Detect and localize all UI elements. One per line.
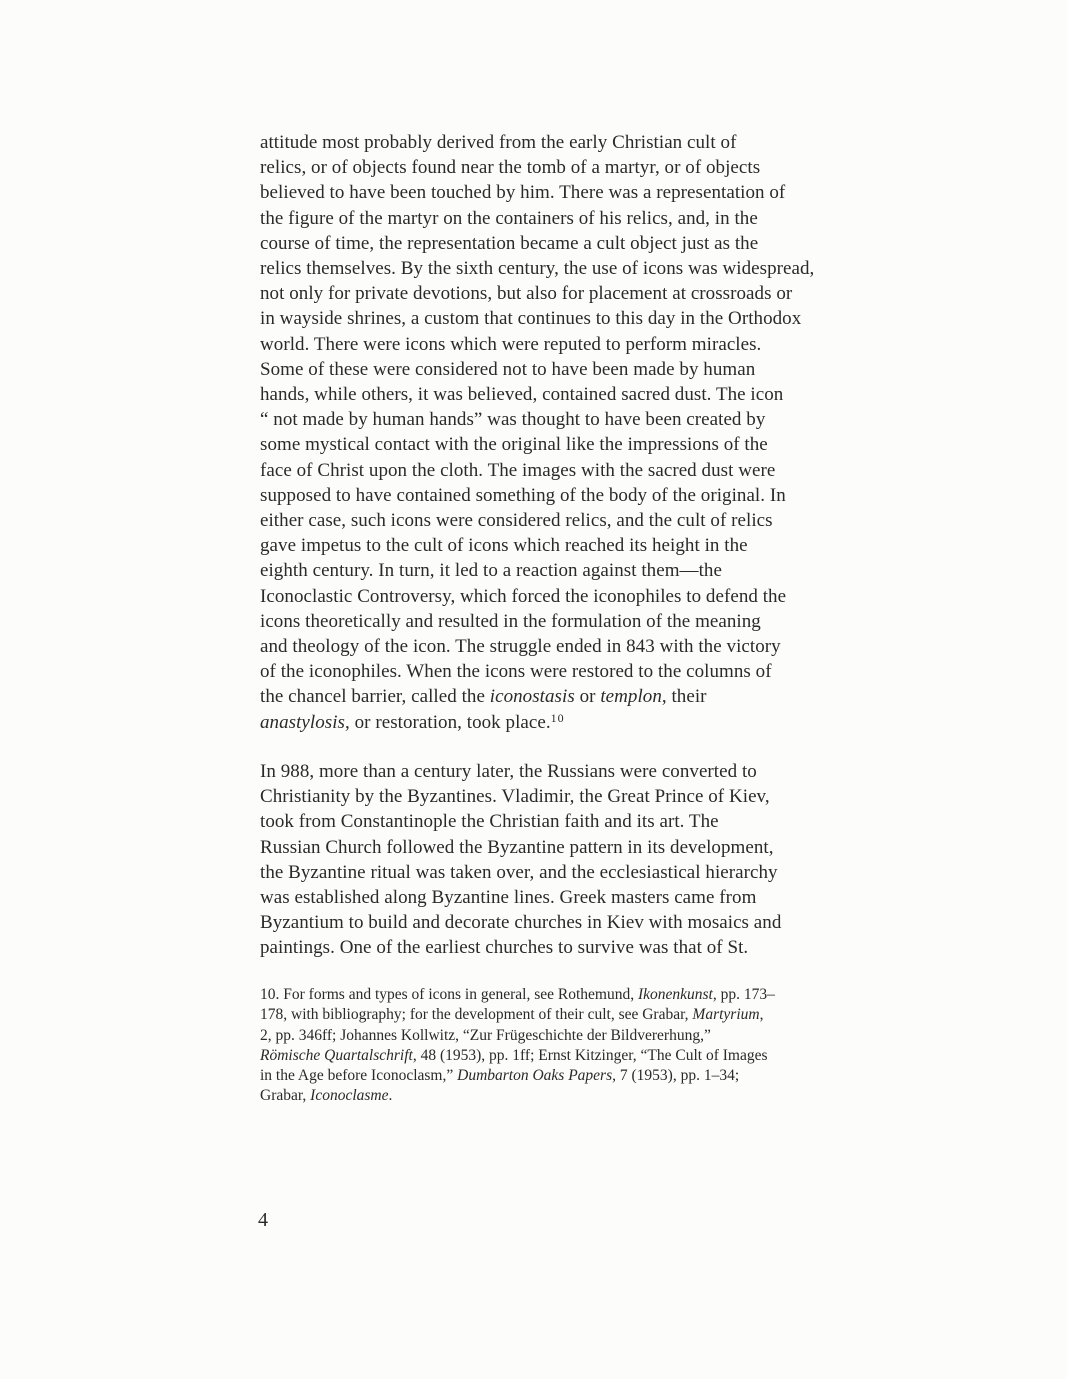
text-line: hands, while others, it was believed, contained sacred dust. The icon: [260, 384, 784, 406]
text-run: 10. For forms and types of icons in general, see Rothemund,: [260, 986, 638, 1003]
footnote-line: [260, 1005, 920, 1025]
cited-title: Römische Quartalschrift: [260, 1046, 413, 1064]
text-line: not only for private devotions, but also for placement at crossroads or: [260, 283, 793, 305]
text-line: in wayside shrines, a custom that continues to this day in the Orthodox: [260, 308, 802, 330]
body-paragraph-1: [260, 130, 925, 735]
text-run: the chancel barrier, called the: [260, 686, 490, 708]
footnote-line: [260, 1026, 920, 1046]
text-line: either case, such icons were considered relics, and the cult of relics: [260, 510, 773, 532]
text-line: some mystical contact with the original like the impressions of the: [260, 434, 768, 456]
text-run: 178, with bibliography; for the development of their cult, see Grabar,: [260, 1006, 693, 1024]
text-run: , pp. 173–: [712, 986, 775, 1003]
text-line: Christianity by the Byzantines. Vladimir, the Great Prince of Kiev,: [260, 786, 770, 808]
text-run: or: [574, 686, 601, 708]
footnote-line: [260, 1046, 920, 1066]
text-line: relics, or of objects found near the tomb of a martyr, or of objects: [260, 157, 761, 179]
text-line: eighth century. In turn, it led to a reaction against them—the: [260, 560, 722, 582]
text-run: , 7 (1953), pp. 1–34;: [612, 1067, 740, 1085]
text-line: took from Constantinople the Christian faith and its art. The: [260, 811, 719, 833]
cited-title: Ikonenkunst: [637, 986, 713, 1003]
text-line: icons theoretically and resulted in the formulation of the meaning: [260, 610, 761, 632]
text-run: , 48 (1953), pp. 1ff; Ernst Kitzinger, “The Cult of Images: [412, 1046, 768, 1064]
text-run: , their: [661, 686, 707, 708]
text-line: course of time, the representation became a cult object just as the: [260, 232, 759, 254]
text-line: attitude most probably derived from the early Christian cult of: [260, 132, 737, 153]
text-run: , or restoration, took place.: [345, 711, 551, 733]
text-line: relics themselves. By the sixth century, the use of icons was widespread,: [260, 258, 815, 280]
cited-title: Martyrium: [692, 1006, 760, 1024]
cited-title: Dumbarton Oaks Papers: [457, 1067, 613, 1085]
text-line: gave impetus to the cult of icons which reached its height in the: [260, 535, 748, 557]
footnote-line: [260, 1066, 920, 1086]
text-line: supposed to have contained something of the body of the original. In: [260, 484, 786, 506]
text-line: and theology of the icon. The struggle ended in 843 with the victory: [260, 636, 781, 658]
text-line: was established along Byzantine lines. Greek masters came from: [260, 887, 757, 909]
footnote-10: [260, 985, 920, 1107]
term-anastylosis: anastylosis: [260, 711, 346, 733]
term-templon: templon: [600, 686, 662, 708]
page-number: 4: [258, 1209, 268, 1231]
text-run: Grabar,: [260, 1087, 311, 1105]
text-line: “ not made by human hands” was thought to have been created by: [260, 409, 766, 431]
text-line: [260, 684, 925, 709]
text-line: In 988, more than a century later, the Russians were converted to: [260, 761, 757, 782]
body-paragraph-2: [260, 759, 925, 961]
text-line: Byzantium to build and decorate churches in Kiev with mosaics and: [260, 912, 782, 934]
text-line: face of Christ upon the cloth. The images with the sacred dust were: [260, 459, 776, 481]
text-line: the Byzantine ritual was taken over, and the ecclesiastical hierarchy: [260, 861, 778, 883]
cited-title: Iconoclasme: [310, 1087, 389, 1105]
footnote-line: [260, 985, 920, 1005]
text-run: 2, pp. 346ff; Johannes Kollwitz, “Zur Frügeschichte der Bildvererhung,”: [260, 1026, 711, 1044]
text-run: ,: [759, 1006, 764, 1024]
footnote-line: [260, 1086, 920, 1106]
text-line: Some of these were considered not to have been made by human: [260, 358, 756, 380]
text-line: of the iconophiles. When the icons were restored to the columns of: [260, 661, 772, 683]
text-line: paintings. One of the earliest churches to survive was that of St.: [260, 937, 749, 959]
term-iconostasis: iconostasis: [489, 686, 575, 708]
text-run: in the Age before Iconoclasm,”: [260, 1067, 458, 1085]
text-line: world. There were icons which were reputed to perform miracles.: [260, 333, 762, 355]
text-line: believed to have been touched by him. There was a representation of: [260, 182, 786, 204]
text-line: the figure of the martyr on the containers of his relics, and, in the: [260, 207, 758, 229]
text-line: Russian Church followed the Byzantine pattern in its development,: [260, 836, 774, 858]
footnote-reference: 10: [550, 710, 565, 725]
text-line: Iconoclastic Controversy, which forced the iconophiles to defend the: [260, 585, 787, 607]
text-run: .: [388, 1087, 393, 1105]
text-line: [260, 710, 925, 735]
